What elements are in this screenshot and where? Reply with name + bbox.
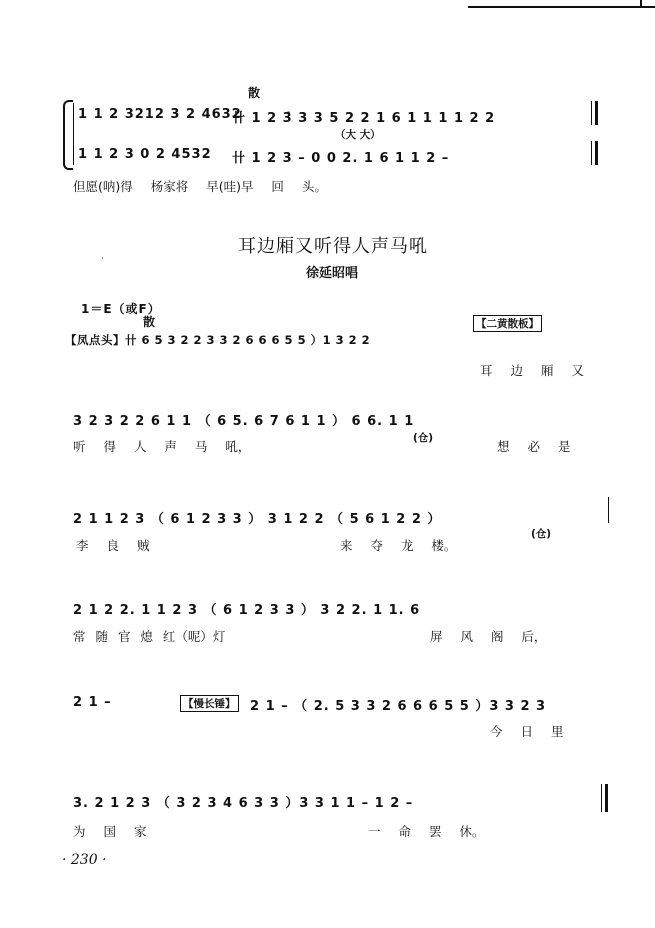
system-bracket <box>63 100 73 170</box>
system-end-barline-thin-2 <box>591 141 592 165</box>
line5-notes-lead: 2 1 – <box>73 695 112 710</box>
san-mark: 散 <box>143 315 157 329</box>
line6-lyrics-left: 为 国 家 <box>73 824 147 839</box>
line2-lyrics-right: 想 必 是 <box>497 439 571 454</box>
line6-notes: 3. 2 1 2 3 （ 3 2 3 4 6 3 3 ）3 3 1 1 – 1 2 – <box>73 796 414 811</box>
song-title: 耳边厢又听得人声马吼 <box>238 236 428 257</box>
top-upper-notes-left: 1 1 2 3212 3 2 4632 <box>78 107 242 122</box>
line3-cang: (仓) <box>531 528 552 540</box>
section-label-ershuang: 【二黄散板】 <box>473 315 542 332</box>
line5-notes: 2 1 – （ 2. 5 3 3 2 6 6 6 5 5 ）3 3 2 3 <box>250 699 547 714</box>
line2-notes: 3 2 3 2 2 6 1 1 （ 6 5. 6 7 6 1 1 ） 6 6. 1 1 <box>73 414 415 429</box>
system-end-barline-thin <box>591 101 592 125</box>
top-lyrics: 但愿(呐)得 杨家将 早(哇)早 回 头。 <box>73 179 327 194</box>
line4-lyrics-right: 屏 风 阁 后， <box>430 629 547 644</box>
system-barline-left <box>73 103 74 165</box>
line6-lyrics-right: 一 命 罢 休。 <box>368 824 485 839</box>
section-label-manchangchui: 【慢长锤】 <box>180 695 239 712</box>
page-number: · 230 · <box>62 852 107 868</box>
top-border-line <box>468 6 655 8</box>
key-signature: 1＝E（或F） <box>81 302 161 316</box>
system-end-barline-thick-2 <box>595 141 598 165</box>
line1-notes: 【凤点头】卄 6 5 3 2 2 3 3 2 6 6 6 5 5 ）1 3 2 2 <box>65 333 371 347</box>
final-barline-thin <box>601 784 602 812</box>
stray-mark: ˎ <box>101 250 104 260</box>
line3-end-barline <box>608 497 609 523</box>
song-singer: 徐延昭唱 <box>306 266 359 281</box>
top-da-da: （大 大） <box>335 129 381 141</box>
system-end-barline-thick <box>595 101 598 125</box>
line5-lyrics: 今 日 里 <box>490 724 564 739</box>
line4-notes: 2 1 2 2. 1 1 2 3 （ 6 1 2 3 3 ） 3 2 2. 1 1. 6 <box>73 603 421 618</box>
line1-lyrics: 耳 边 厢 又 <box>480 363 584 378</box>
line3-lyrics-right: 来 夺 龙 楼。 <box>340 538 457 553</box>
line4-lyrics-left: 常 随 官 熄 红（呢）灯 <box>73 629 226 644</box>
top-lower-notes-right: 卄 1 2 3 – 0 0 2. 1 6 1 1 2 – <box>232 151 450 166</box>
top-right-border-line <box>640 0 642 8</box>
top-upper-notes-right: 卄 1 2 3̇ 3 3 5 2 2 1 6 1 1 1 1 2 2 <box>232 111 496 126</box>
final-barline-thick <box>605 784 608 812</box>
line2-cang: (仓) <box>413 432 434 444</box>
line2-lyrics-left: 听 得 人 声 马 吼， <box>73 439 251 454</box>
top-lower-notes-left: 1 1 2 3 0 2 4532 <box>78 147 212 162</box>
san-mark-top: 散 <box>248 86 262 100</box>
line3-lyrics-left: 李 良 贼 <box>76 538 150 553</box>
line3-notes: 2 1 1 2 3 （ 6 1 2 3 3 ） 3 1 2 2 （ 5 6 1 2 2 ） <box>73 512 442 527</box>
